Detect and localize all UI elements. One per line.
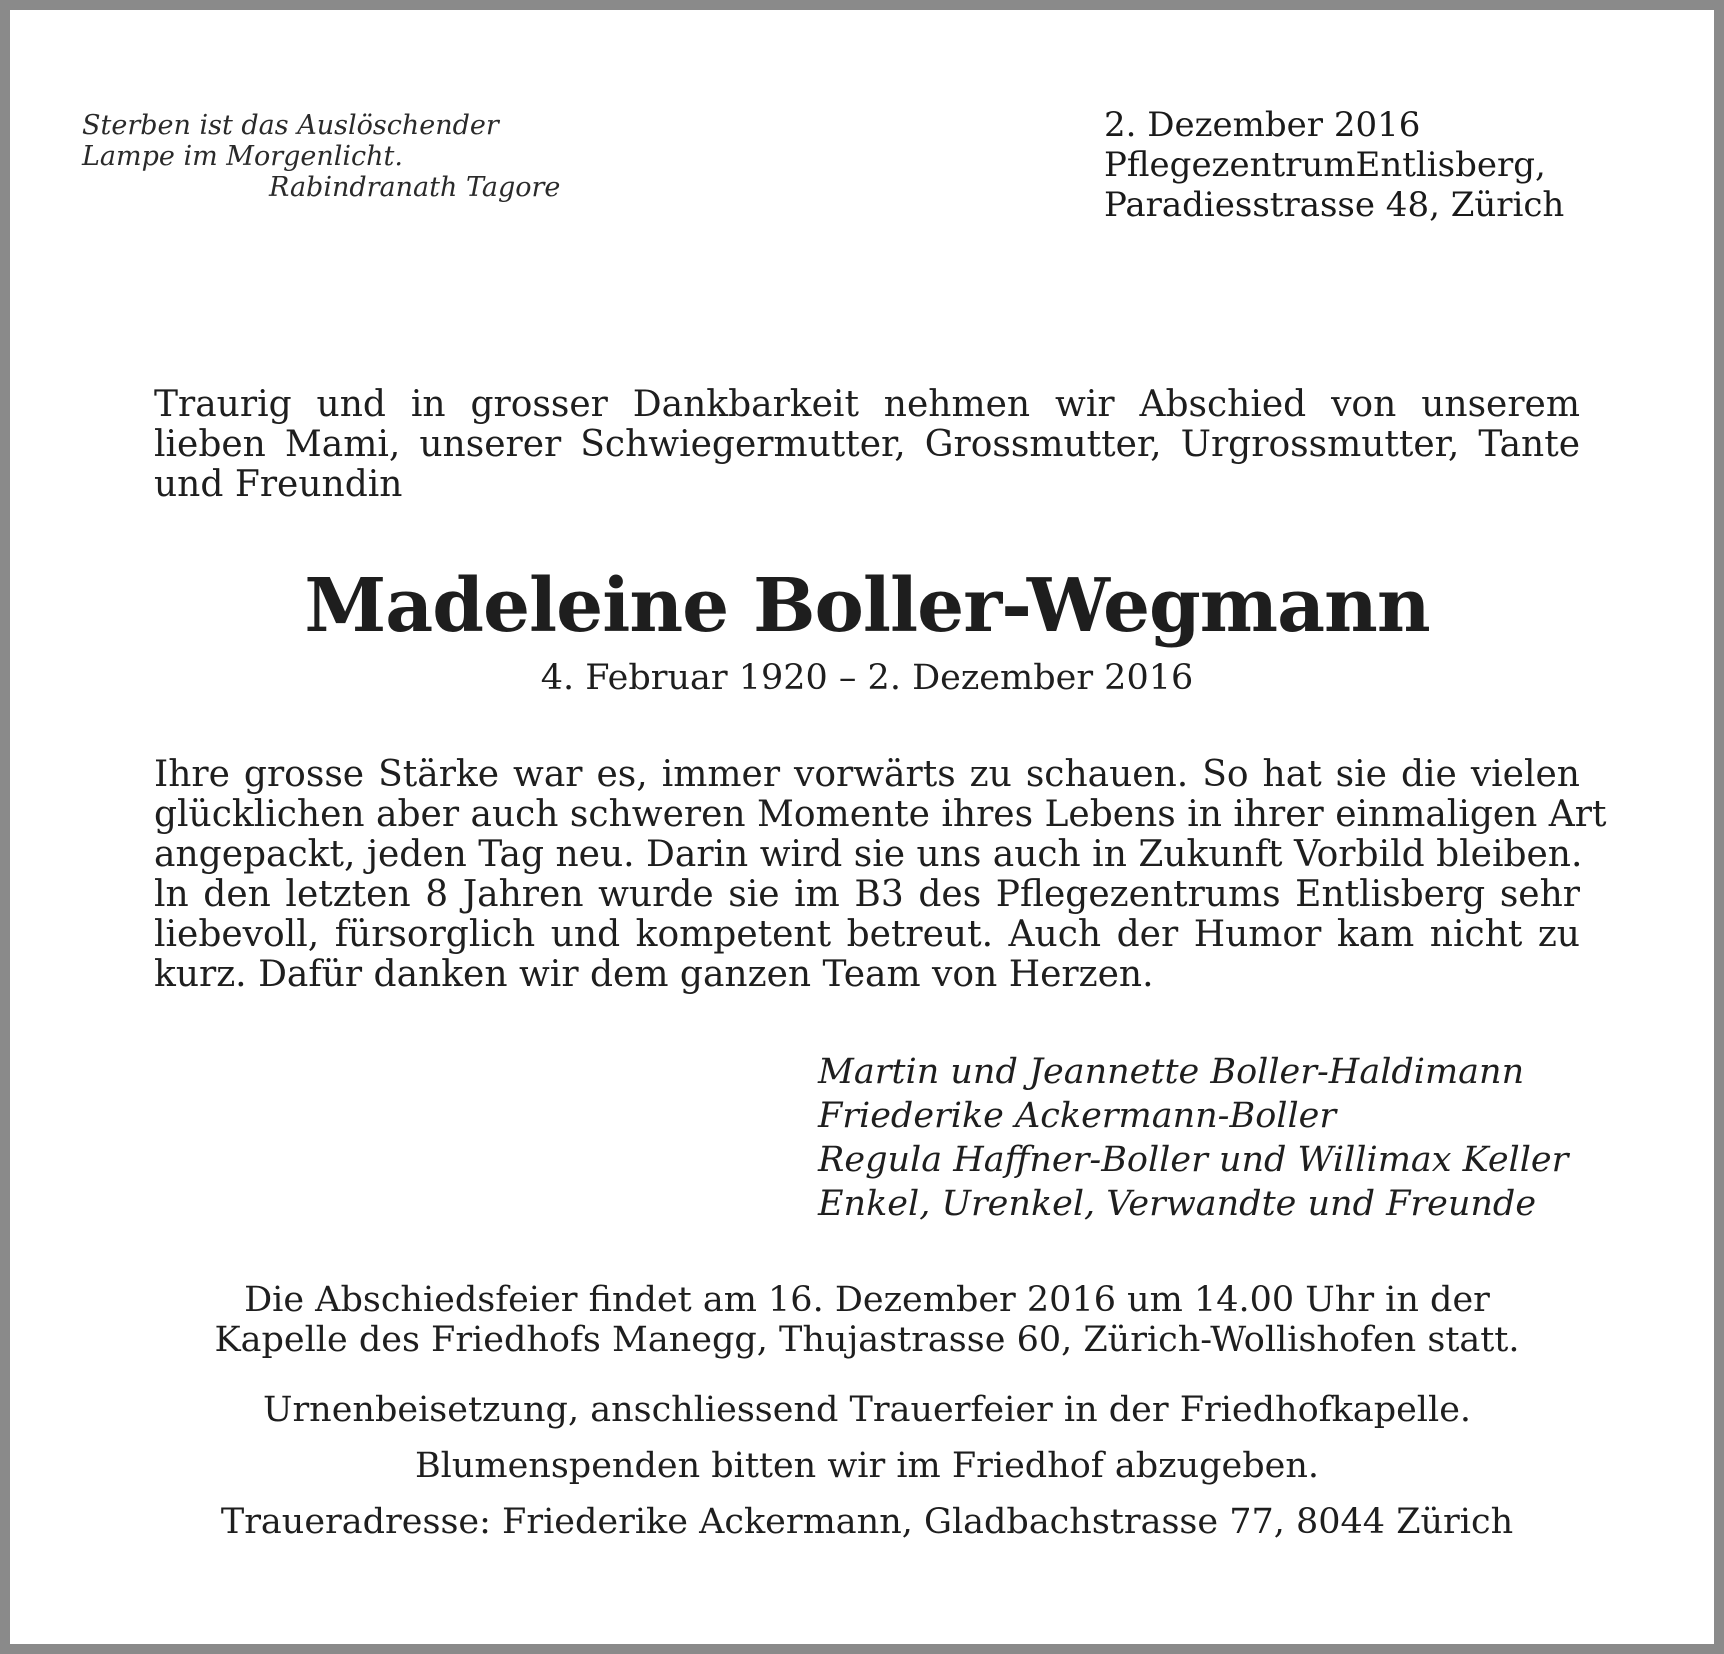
mourner-entry: Regula Haffner-Boller und Willimax Keller <box>818 1140 1569 1180</box>
epigraph-quote <box>82 110 602 203</box>
ceremony-line: Kapelle des Friedhofs Manegg, Thujastrasse 60, Zürich-Wollishofen statt. <box>214 1320 1520 1360</box>
intro-paragraph: Traurig und in grosser Dankbarkeit nehmen wir Abschied von unserem lieben Mami, unserer Schwiegermutter, Grossmutter, Urgrossmutter, Tante und Freundin <box>154 384 1580 505</box>
urn-burial-note: Urnenbeisetzung, anschliessend Trauerfeier in der Friedhofkapelle. <box>262 1390 1472 1430</box>
tribute-paragraph <box>154 754 1607 995</box>
mourner-entry: Martin und Jeannette Boller-Haldimann <box>818 1052 1525 1092</box>
header-place: PflegezentrumEntlisberg, <box>1104 145 1546 185</box>
quote-line: Lampe im Morgenlicht. <box>82 141 403 172</box>
tribute-line: liebevoll, fürsorglich und kompetent betreut. Auch der Humor kam nicht zu <box>154 914 1580 955</box>
header-address: Paradiesstrasse 48, Zürich <box>1104 185 1565 225</box>
tribute-line: ln den letzten 8 Jahren wurde sie im B3 des Pflegezentrums Entlisberg sehr <box>154 874 1580 915</box>
mourner-entry: Enkel, Urenkel, Verwandte und Freunde <box>818 1184 1537 1224</box>
ceremony-line: Die Abschiedsfeier findet am 16. Dezember 2016 um 14.00 Uhr in der <box>244 1280 1490 1320</box>
quote-author: Rabindranath Tagore <box>269 172 561 203</box>
date-place-header <box>1104 105 1664 225</box>
deceased-name: Madeleine Boller-Wegmann <box>304 563 1430 649</box>
ceremony-announcement <box>154 1280 1580 1360</box>
mourners-list <box>818 1050 1598 1226</box>
header-date: 2. Dezember 2016 <box>1104 105 1421 145</box>
flowers-note: Blumenspenden bitten wir im Friedhof abzugeben. <box>414 1446 1320 1486</box>
lifespan-dates: 4. Februar 1920 – 2. Dezember 2016 <box>540 658 1194 698</box>
mourner-entry: Friederike Ackermann-Boller <box>818 1096 1337 1136</box>
tribute-line: Ihre grosse Stärke war es, immer vorwärts zu schauen. So hat sie die vielen <box>154 754 1580 795</box>
quote-line: Sterben ist das Auslöschender <box>82 110 499 141</box>
mourning-address: Traueradresse: Friederike Ackermann, Gladbachstrasse 77, 8044 Zürich <box>220 1502 1514 1542</box>
tribute-line: kurz. Dafür danken wir dem ganzen Team von Herzen. <box>154 954 1154 995</box>
tribute-line: angepackt, jeden Tag neu. Darin wird sie uns auch in Zukunft Vorbild bleiben. <box>154 834 1583 875</box>
tribute-line: glücklichen aber auch schweren Momente ihres Lebens in ihrer einmaligen Art <box>154 794 1607 835</box>
obituary-page <box>10 10 1714 1644</box>
